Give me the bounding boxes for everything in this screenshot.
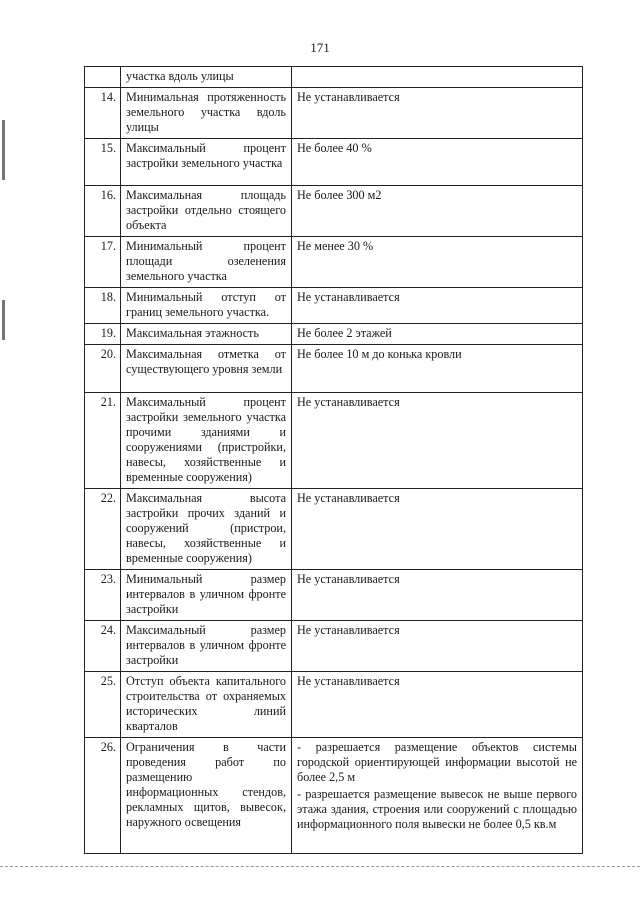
parameter-name: Отступ объекта капитального строительства от охраняемых исторических линий кварталов [121,672,292,738]
row-number: 21. [85,393,121,489]
parameter-name: Минимальный процент площади озеленения земельного участка [121,237,292,288]
table-row [85,672,583,738]
row-number: 19. [85,324,121,345]
parameter-name: Минимальный размер интервалов в уличном фронте застройки [121,570,292,621]
parameter-value: Не более 40 % [292,139,583,186]
row-number [85,67,121,88]
table-row [85,489,583,570]
value-item: - разрешается размещение объектов системы городской ориентирующей информации высотой не более 2,5 м [297,740,577,784]
table-row [85,186,583,237]
parameter-name: Минимальная протяженность земельного участка вдоль улицы [121,88,292,139]
table-row [85,570,583,621]
row-number: 22. [85,489,121,570]
table-row [85,345,583,393]
parameter-name: Максимальная отметка от существующего уровня земли [121,345,292,393]
parameter-value: Не устанавливается [292,621,583,672]
parameter-name: Минимальный отступ от границ земельного участка. [121,288,292,324]
table-row [85,393,583,489]
parameter-value: Не более 10 м до конька кровли [292,345,583,393]
parameter-value: Не устанавливается [292,570,583,621]
table-row [85,324,583,345]
page-number: 171 [310,40,330,55]
parameter-value: Не более 300 м2 [292,186,583,237]
table-row [85,738,583,854]
table-row [85,288,583,324]
row-number: 23. [85,570,121,621]
table-row [85,621,583,672]
parameter-value: Не устанавливается [292,672,583,738]
parameter-value: Не устанавливается [292,489,583,570]
parameter-value: Не устанавливается [292,393,583,489]
row-number: 16. [85,186,121,237]
parameter-value [292,67,583,88]
parameter-name: Максимальная площадь застройки отдельно стоящего объекта [121,186,292,237]
parameter-name: Максимальный размер интервалов в уличном фронте застройки [121,621,292,672]
parameter-name: Ограничения в части проведения работ по размещению информационных стендов, рекламных щитов, вывесок, наружного освещения [121,738,292,854]
row-number: 17. [85,237,121,288]
row-number: 26. [85,738,121,854]
parameter-name: Максимальный процент застройки земельного участка прочими зданиями и сооружениями (пристройки, навесы, хозяйственные и временные сооружения) [121,393,292,489]
table-row [85,139,583,186]
scan-border-line [0,866,640,867]
parameter-name: Максимальный процент застройки земельного участка [121,139,292,186]
row-number: 18. [85,288,121,324]
table-row [85,237,583,288]
parameter-name: участка вдоль улицы [121,67,292,88]
parameter-name: Максимальная высота застройки прочих зданий и сооружений (пристрои, навесы, хозяйственные и временные сооружения) [121,489,292,570]
parameter-value: Не менее 30 % [292,237,583,288]
row-number: 24. [85,621,121,672]
scan-edge-mark [2,120,5,180]
row-number: 20. [85,345,121,393]
parameter-value: Не устанавливается [292,288,583,324]
table-row [85,67,583,88]
row-number: 14. [85,88,121,139]
value-item: - разрешается размещение вывесок не выше первого этажа здания, строения или сооружений с площадью информационного поля вывески не более 0,5 кв.м [297,787,577,831]
scan-edge-mark [2,300,5,340]
table-row [85,88,583,139]
parameter-value: Не более 2 этажей [292,324,583,345]
parameter-name: Максимальная этажность [121,324,292,345]
regulations-table [84,66,583,854]
row-number: 25. [85,672,121,738]
row-number: 15. [85,139,121,186]
parameter-value [292,738,583,854]
parameter-value: Не устанавливается [292,88,583,139]
